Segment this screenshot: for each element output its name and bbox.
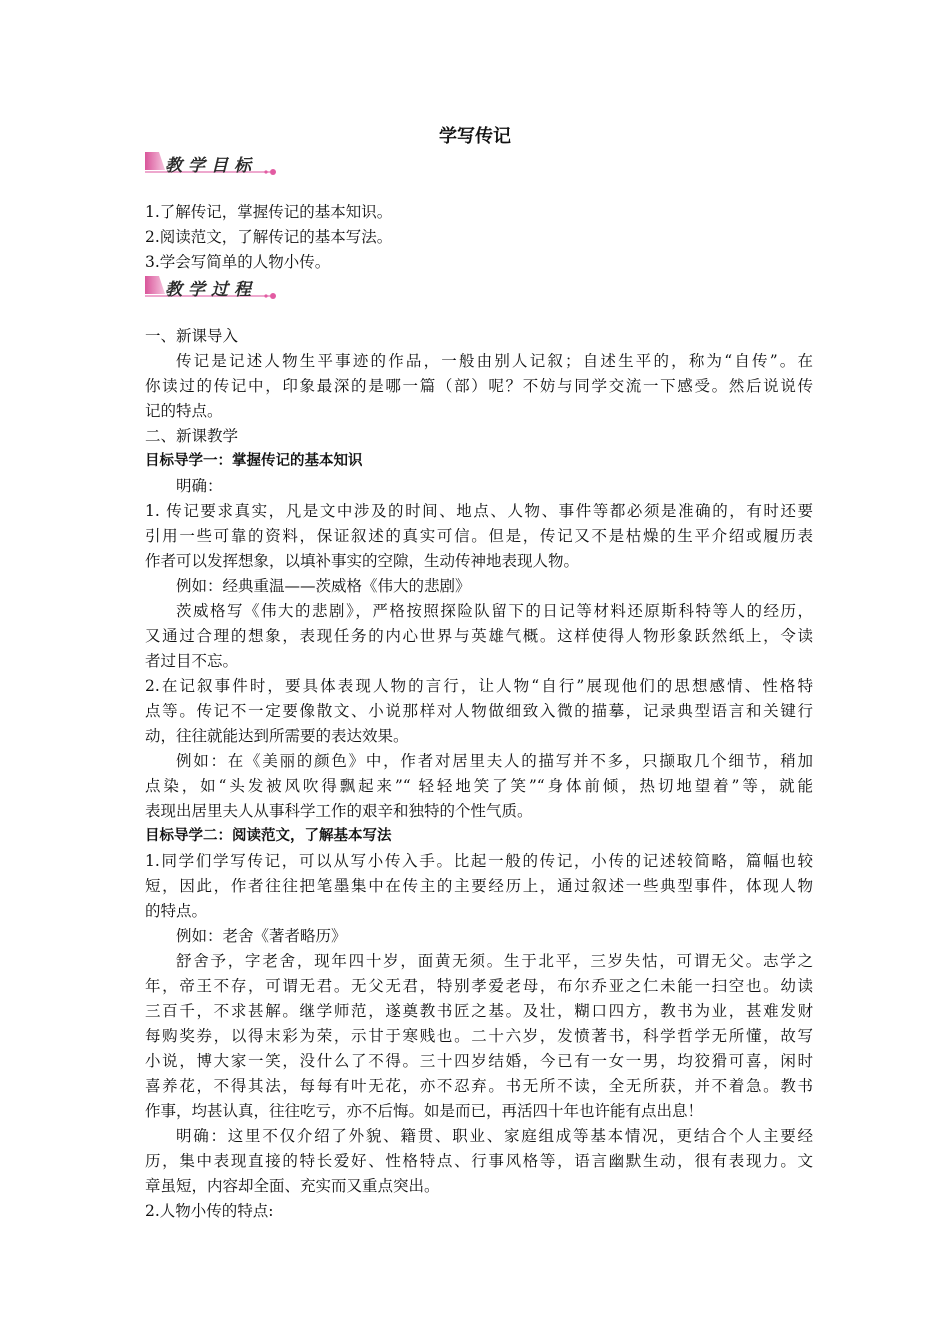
paragraph-line: 三百千，不求甚解。继学师范，遂奠教书匠之基。及壮，糊口四方，教书为业，甚难发财 [145, 1002, 813, 1020]
paragraph-line: 点染，如“头发被风吹得飘起来”“ 轻轻地笑了笑”“身体前倾，热切地望着”等，就能 [145, 777, 813, 795]
section-badge-objectives [145, 148, 280, 182]
paragraph-line: 例如：老舍《著者略历》 [176, 927, 347, 945]
paragraph-line: 小说，博大家一笑，没什么了不得。三十四岁结婚，今已有一女一男，均狡猾可喜，闲时 [145, 1052, 813, 1070]
paragraph-line: 一、新课导入 [145, 327, 239, 345]
objective-item: 2.阅读范文，了解传记的基本写法。 [145, 228, 393, 246]
paragraph-line: 喜养花，不得其法，每每有叶无花，亦不忍弃。书无所不读，全无所获，并不着急。教书 [145, 1077, 813, 1095]
paragraph-line: 舒舍予，字老舍，现年四十岁，面黄无须。生于北平，三岁失怙，可谓无父。志学之 [176, 952, 813, 970]
section-heading: 目标导学二：阅读范文，了解基本写法 [145, 828, 392, 844]
objective-item: 1.了解传记，掌握传记的基本知识。 [145, 203, 393, 221]
section-label-objectives: 教学目标 [165, 156, 257, 176]
paragraph-line: 动，往往就能达到所需要的表达效果。 [145, 727, 409, 745]
paragraph-line: 明确：这里不仅介绍了外貌、籍贯、职业、家庭组成等基本情况，更结合个人主要经 [176, 1127, 813, 1145]
paragraph-line: 者过目不忘。 [145, 652, 239, 670]
paragraph-line: 你读过的传记中，印象最深的是哪一篇（部）呢？不妨与同学交流一下感受。然后说说传 [145, 377, 813, 395]
paragraph-line: 1.同学们学写传记，可以从写小传入手。比起一般的传记，小传的记述较简略，篇幅也较 [145, 852, 813, 870]
section-badge-process [145, 272, 280, 306]
paragraph-line: 传记是记述人物生平事迹的作品，一般由别人记叙；自述生平的，称为“自传”。在 [176, 352, 813, 370]
paragraph-line: 茨威格写《伟大的悲剧》，严格按照探险队留下的日记等材料还原斯科特等人的经历， [176, 602, 813, 620]
paragraph-line: 1. 传记要求真实，凡是文中涉及的时间、地点、人物、事件等都必须是准确的，有时还要 [145, 502, 813, 520]
paragraph-line: 例如：在《美丽的颜色》中，作者对居里夫人的描写并不多，只撷取几个细节，稍加 [176, 752, 813, 770]
paragraph-line: 引用一些可靠的资料，保证叙述的真实可信。但是，传记又不是枯燥的生平介绍或履历表 [145, 527, 813, 545]
paragraph-line: 每购奖券，以得末彩为荣，示甘于寒贱也。二十六岁，发愤著书，科学哲学无所懂，故写 [145, 1027, 813, 1045]
paragraph-line: 例如：经典重温——茨威格《伟大的悲剧》 [176, 577, 471, 595]
paragraph-line: 2.人物小传的特点: [145, 1202, 274, 1220]
paragraph-line: 表现出居里夫人从事科学工作的艰辛和独特的个性气质。 [145, 802, 533, 820]
section-label-process: 教学过程 [165, 280, 257, 300]
paragraph-line: 2.在记叙事件时，要具体表现人物的言行，让人物“自行”展现他们的思想感情、性格特 [145, 677, 813, 695]
paragraph-line: 作者可以发挥想象，以填补事实的空隙，生动传神地表现人物。 [145, 552, 580, 570]
paragraph-line: 短，因此，作者往往把笔墨集中在传主的主要经历上，通过叙述一些典型事件，体现人物 [145, 877, 813, 895]
document-title: 学写传记 [439, 126, 511, 147]
paragraph-line: 的特点。 [145, 902, 208, 920]
section-heading: 目标导学一：掌握传记的基本知识 [145, 453, 363, 469]
objective-item: 3.学会写简单的人物小传。 [145, 253, 331, 271]
paragraph-line: 历，集中表现直接的特长爱好、性格特点、行事风格等，语言幽默生动，很有表现力。文 [145, 1152, 813, 1170]
paragraph-line: 二、新课教学 [145, 427, 239, 445]
paragraph-line: 章虽短，内容却全面、充实而又重点突出。 [145, 1177, 440, 1195]
paragraph-line: 点等。传记不一定要像散文、小说那样对人物做细致入微的描摹，记录典型语言和关键行 [145, 702, 813, 720]
body-text [145, 324, 813, 1224]
paragraph-line: 明确： [176, 477, 223, 495]
objectives-list [145, 200, 813, 275]
paragraph-line: 年，帝王不存，可谓无君。无父无君，特别孝爱老母，布尔乔亚之仁未能一扫空也。幼读 [145, 977, 813, 995]
paragraph-line: 又通过合理的想象，表现任务的内心世界与英雄气概。这样使得人物形象跃然纸上，令读 [145, 627, 813, 645]
paragraph-line: 作事，均甚认真，往往吃亏，亦不后悔。如是而已，再活四十年也许能有点出息！ [145, 1102, 704, 1120]
paragraph-line: 记的特点。 [145, 402, 223, 420]
